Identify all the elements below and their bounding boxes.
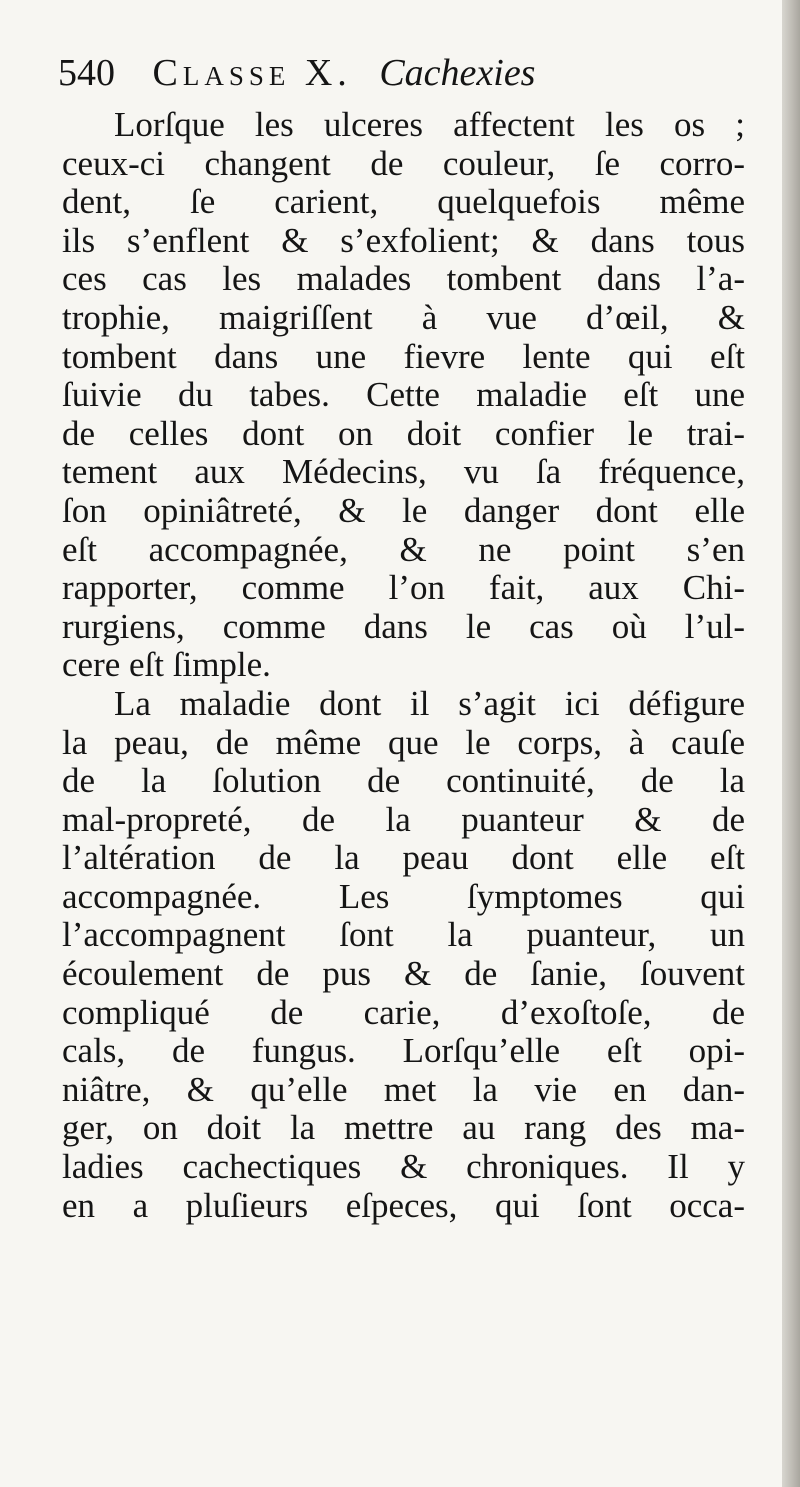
text-line: ceux-ci changent de couleur, ſe corro- <box>62 143 745 183</box>
text-line: trophie, maigriſſent à vue d’œil, & <box>62 297 745 337</box>
text-line: ſuivie du tabes. Cette maladie eſt une <box>62 375 745 415</box>
text-line: mal-propreté, de la puanteur & de <box>62 799 745 839</box>
text-line: l’accompagnent ſont la puanteur, un <box>62 915 745 955</box>
text-line: accompagnée. Les ſymptomes qui <box>62 876 745 916</box>
text-line: Lorſque les ulceres affectent les os ; <box>114 105 745 144</box>
body-text <box>62 106 745 1225</box>
text-line: compliqué de carie, d’exoſtoſe, de <box>62 992 745 1032</box>
text-line: de la ſolution de continuité, de la <box>62 761 745 801</box>
text-line: ger, on doit la mettre au rang des ma- <box>62 1108 745 1148</box>
text-line: tement aux Médecins, vu ſa fréquence, <box>62 452 745 492</box>
text-line: ces cas les malades tombent dans l’a- <box>62 259 745 299</box>
text-line: ils s’enflent & s’exfolient; & dans tous <box>62 220 745 260</box>
text-line: eſt accompagnée, & ne point s’en <box>62 529 745 569</box>
page-gutter-shadow <box>782 0 800 1487</box>
paragraph-2 <box>62 685 745 1225</box>
text-line: la peau, de même que le corps, à cauſe <box>62 722 745 762</box>
text-line: La maladie dont il s’agit ici défigure <box>114 683 745 723</box>
text-line: rapporter, comme l’on fait, aux Chi- <box>62 568 745 608</box>
text-line: l’altération de la peau dont elle eſt <box>62 838 745 878</box>
text-line: ſon opiniâtreté, & le danger dont elle <box>62 490 745 530</box>
paragraph-1 <box>62 106 745 685</box>
running-header <box>58 48 748 98</box>
text-line: cals, de fungus. Lorſqu’elle eſt opi- <box>62 1031 745 1071</box>
text-line: écoulement de pus & de ſanie, ſouvent <box>62 954 745 994</box>
text-line: de celles dont on doit confier le trai- <box>62 413 745 453</box>
text-line: cere eſt ſimple. <box>62 645 271 685</box>
page-number: 540 <box>58 52 115 94</box>
text-line: en a pluſieurs eſpeces, qui ſont occa- <box>62 1185 745 1225</box>
section-title: Cachexies <box>379 52 536 94</box>
class-label: Classe X. <box>152 52 352 94</box>
text-line: dent, ſe carient, quelquefois même <box>62 182 745 222</box>
text-line: niâtre, & qu’elle met la vie en dan- <box>62 1069 745 1109</box>
text-line: rurgiens, comme dans le cas où l’ul- <box>62 606 745 646</box>
text-line: tombent dans une fievre lente qui eſt <box>62 336 745 376</box>
text-line: ladies cachectiques & chroniques. Il y <box>62 1147 745 1187</box>
